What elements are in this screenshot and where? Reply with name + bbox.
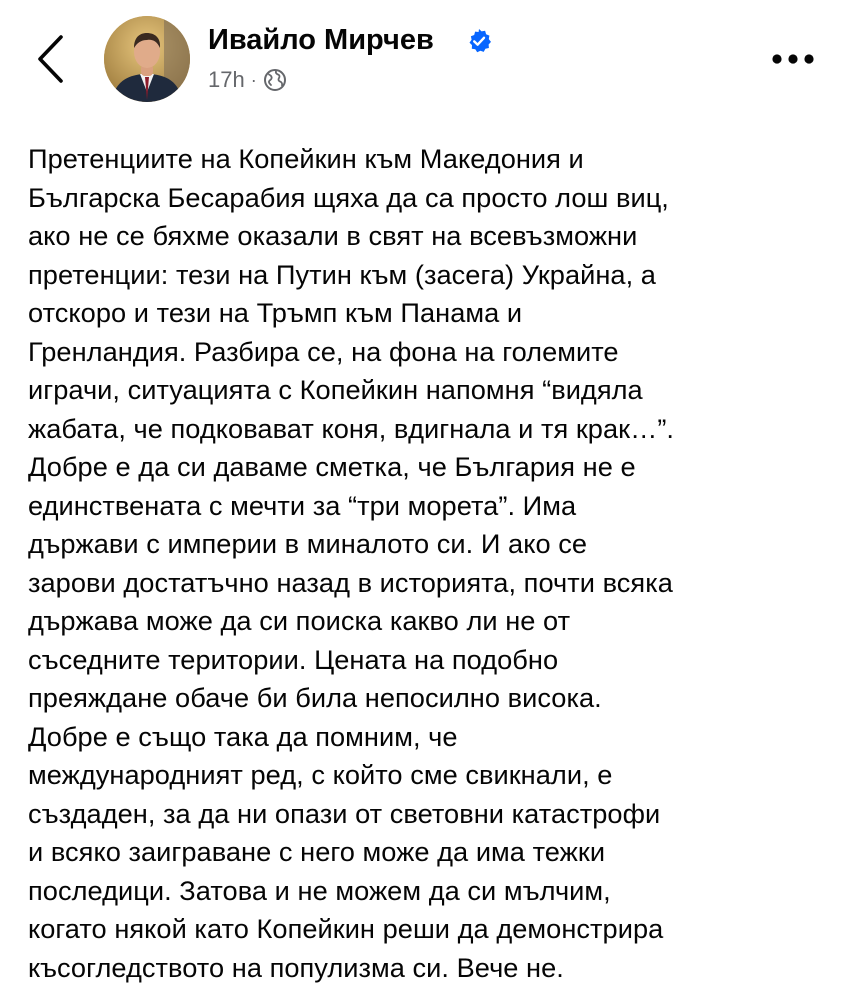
more-horizontal-icon xyxy=(771,53,815,65)
author-name[interactable]: Ивайло Мирчев xyxy=(208,24,434,56)
post-meta xyxy=(208,66,287,94)
avatar[interactable] xyxy=(104,16,190,102)
post-body-text: Претенциите на Копейкин към Македония и Българска Бесарабия щяха да са просто лош виц, ако не се бяхме оказали в свят на всевъзможни претенции: тези на Путин към (засега) Украйна, а отскоро и тези на Тръмп към Панама и Гренландия. Разбира се, на фона на големите играчи, ситуацията с Копейкин напомня “видяла жабата, че подковават коня, вдигнала и тя крак…”. Добре е да си даваме сметка, че България не е единствената с мечти за “три морета”. Има държави с империи в миналото си. И ако се зарови достатъчно назад в историята, почти всяка държава може да си поиска какво ли не от съседните територии. Цената на подобно преяждане обаче би била непосилно висока. Добре е също така да помним, че международният ред, с който сме свикнали, е създаден, за да ни опази от световни катастрофи и всяко заиграване с него може да има тежки последици. Затова и не можем да си мълчим, когато някой като Копейкин реши да демонстрира късогледството на популизма си. Вече не. xyxy=(28,143,675,983)
globe-icon[interactable] xyxy=(263,68,287,92)
profile-photo xyxy=(104,16,190,102)
post-timestamp[interactable]: 17h xyxy=(208,67,245,92)
chevron-left-icon xyxy=(35,33,65,85)
verified-badge-icon xyxy=(466,28,492,54)
back-button[interactable] xyxy=(30,30,70,88)
meta-separator: · xyxy=(250,69,257,90)
post-header xyxy=(0,0,845,120)
more-options-button[interactable] xyxy=(768,44,818,74)
